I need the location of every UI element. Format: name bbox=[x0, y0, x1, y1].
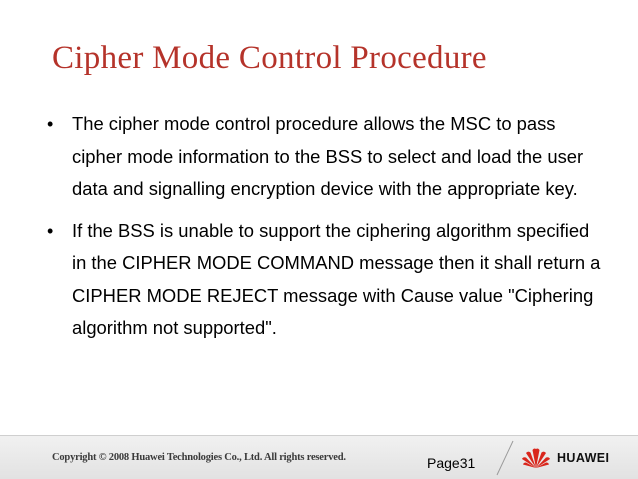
bullet-text: If the BSS is unable to support the ciphering algorithm specified in the CIPHER MODE COMMAND message then it shall return a CIPHER MODE REJECT message with Cause value "Ciphering algorithm not supported". bbox=[72, 219, 601, 338]
slide-title: Cipher Mode Control Procedure bbox=[52, 40, 487, 76]
bullet-marker: • bbox=[47, 220, 54, 241]
bullet-list bbox=[44, 108, 604, 354]
bullet-marker: • bbox=[47, 114, 54, 134]
page-number: Page31 bbox=[427, 455, 476, 471]
bullet-item bbox=[44, 215, 604, 345]
huawei-logo bbox=[521, 447, 609, 469]
footer-slash-divider bbox=[494, 440, 516, 476]
footer-divider bbox=[0, 435, 638, 436]
huawei-logo-text: HUAWEI bbox=[557, 451, 610, 465]
bullet-item bbox=[44, 108, 604, 206]
copyright-notice: Copyright © 2008 Huawei Technologies Co., Ltd. All rights reserved. bbox=[52, 452, 346, 463]
huawei-petal-logo-icon bbox=[521, 447, 551, 469]
bullet-text: The cipher mode control procedure allows the MSC to pass cipher mode information to the BSS to select and load the user data and signalling encryption device with the appropriate key. bbox=[72, 113, 584, 199]
